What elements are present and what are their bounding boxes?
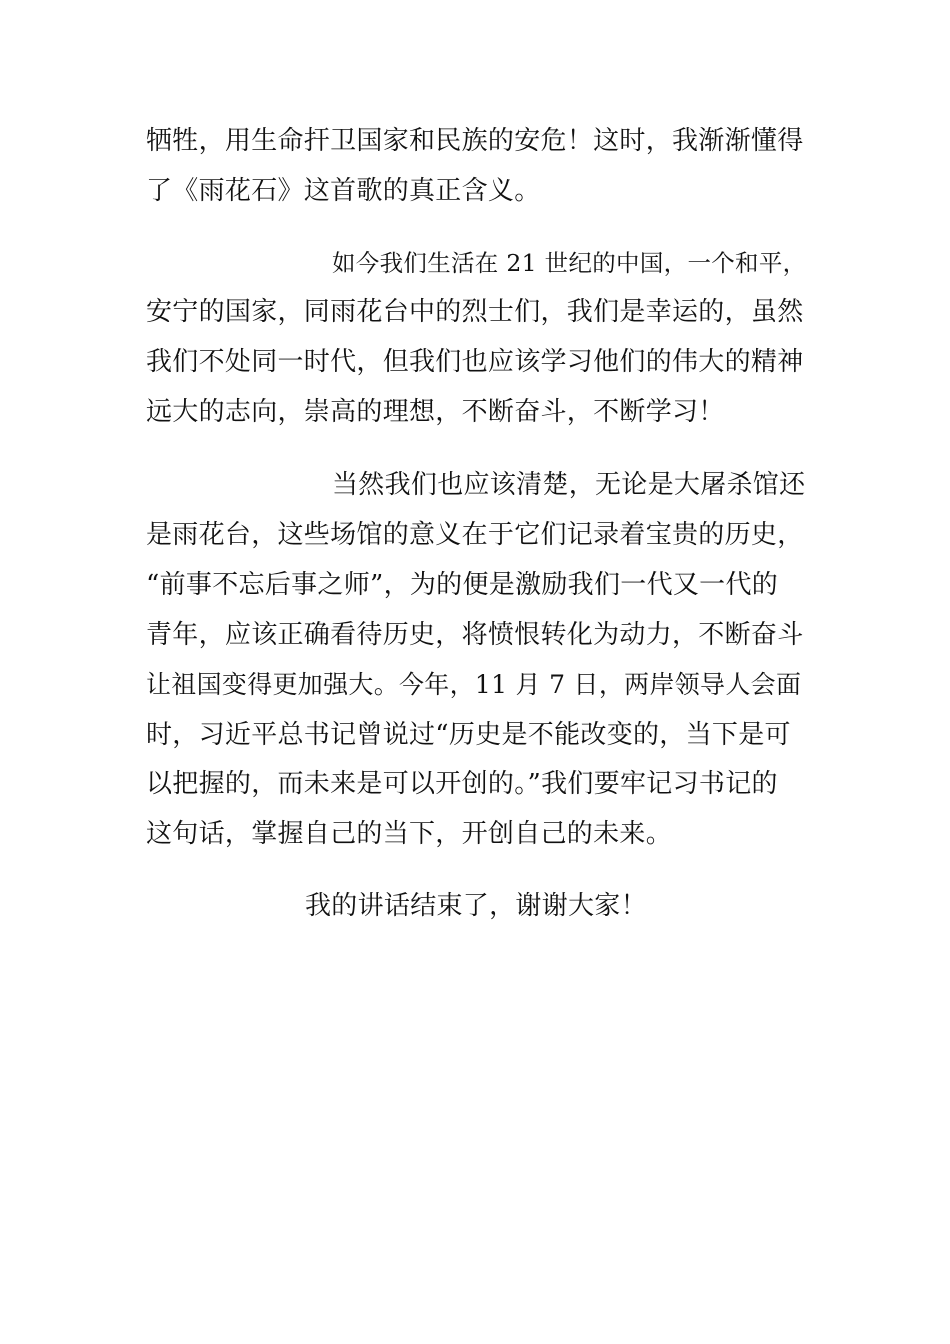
- paragraph-3-line-2: 是雨花台，这些场馆的意义在于它们记录着宝贵的历史，: [146, 520, 804, 550]
- paragraph-3-line-7: 以把握的，而未来是可以开创的。”我们要牢记习书记的: [146, 769, 778, 799]
- paragraph-2-line-3: 我们不处同一时代，但我们也应该学习他们的伟大的精神: [146, 347, 804, 377]
- paragraph-2-line-2: 安宁的国家，同雨花台中的烈士们，我们是幸运的，虽然: [146, 297, 804, 327]
- paragraph-1-line-2: 了《雨花石》这首歌的真正含义。: [146, 176, 541, 206]
- paragraph-3-line-6: 时，习近平总书记曾说过“历史是不能改变的，当下是可: [146, 720, 791, 750]
- paragraph-2-line-1: 如今我们生活在 21 世纪的中国，一个和平，: [332, 249, 807, 277]
- closing-line: 我的讲话结束了，谢谢大家！: [305, 891, 647, 921]
- paragraph-3-line-5: 让祖国变得更加强大。今年，11 月 7 日，两岸领导人会面: [146, 670, 802, 699]
- paragraph-2-line-4: 远大的志向，崇高的理想，不断奋斗，不断学习！: [146, 397, 725, 427]
- paragraph-3-line-3: “前事不忘后事之师”，为的便是激励我们一代又一代的: [146, 570, 779, 600]
- paragraph-1-line-1: 牺牲，用生命扞卫国家和民族的安危！这时，我渐渐懂得: [146, 126, 804, 156]
- paragraph-3-line-1: 当然我们也应该清楚，无论是大屠杀馆还: [332, 470, 806, 500]
- paragraph-3-line-4: 青年，应该正确看待历史，将愤恨转化为动力，不断奋斗: [146, 620, 804, 650]
- paragraph-3-line-8: 这句话，掌握自己的当下，开创自己的未来。: [146, 819, 673, 849]
